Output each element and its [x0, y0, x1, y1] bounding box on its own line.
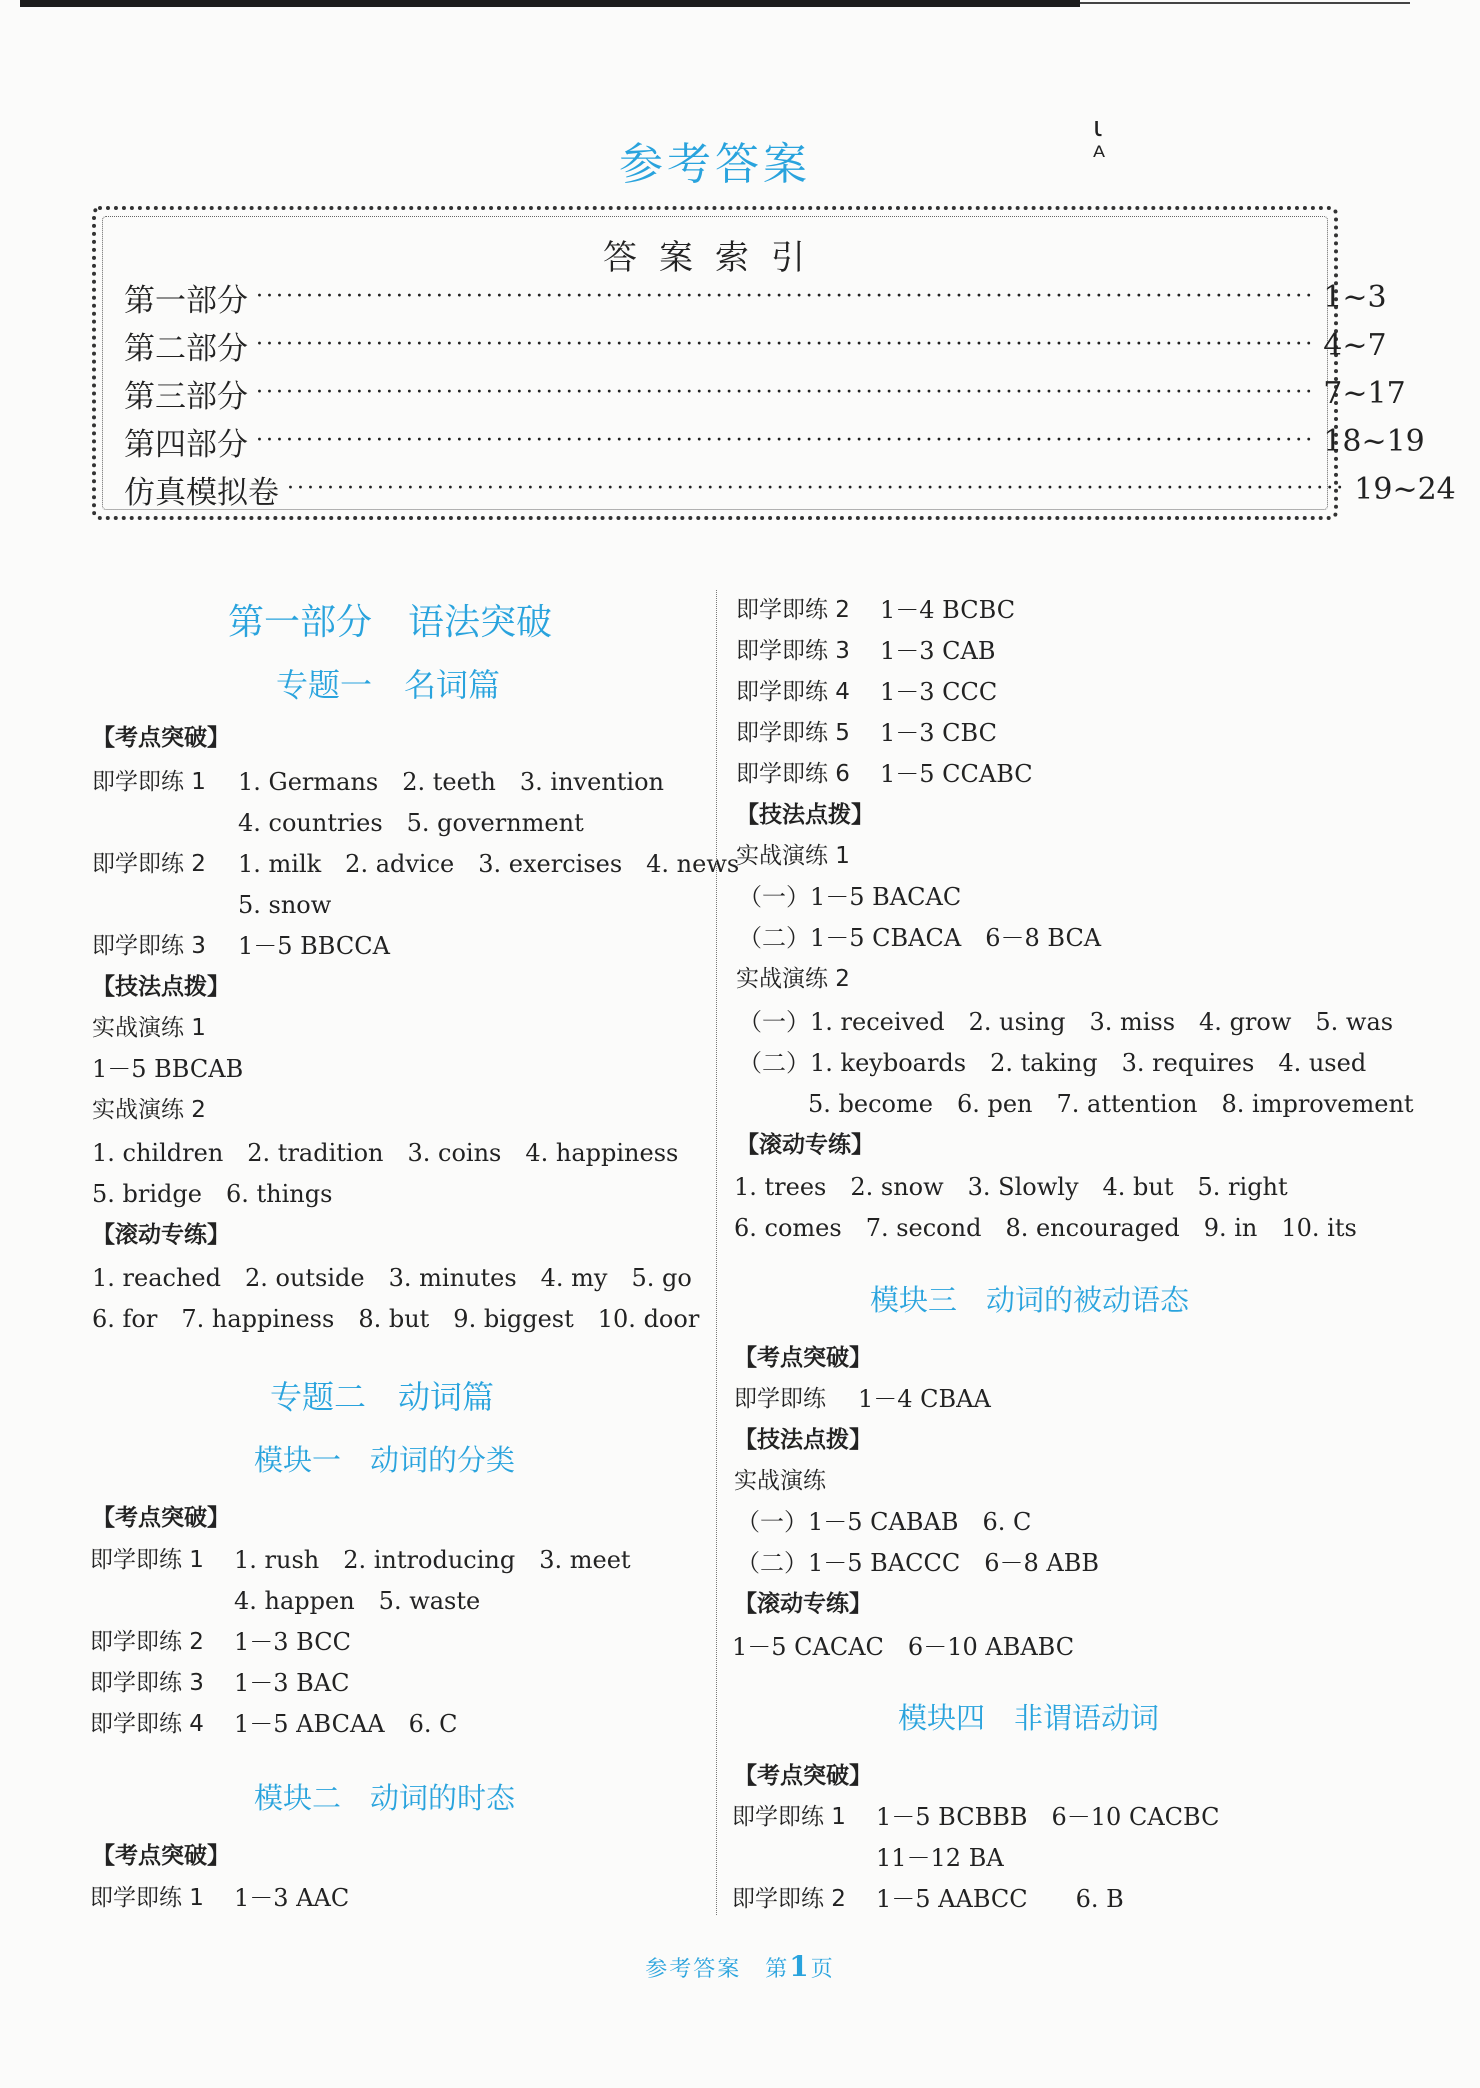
index-row-label: 第三部分: [124, 378, 248, 415]
heading-kaodian: 【考点突破】: [92, 725, 230, 751]
heading-jifa: 【技法点拨】: [736, 802, 874, 828]
heading-gundong: 【滚动专练】: [734, 1591, 872, 1617]
index-row-label: 第一部分: [124, 282, 248, 319]
exercise-label: 即学即练 2: [732, 1886, 846, 1912]
exercise-label: 即学即练 3: [90, 1670, 204, 1696]
answer-index-box: [92, 206, 1456, 520]
exercise-label: 实战演练 2: [736, 966, 850, 992]
exercise-label: 即学即练 5: [736, 720, 850, 746]
topic-one-title: 专题一 名词篇: [276, 666, 501, 704]
answer-line: 1. milk 2. advice 3. exercises 4. news: [238, 850, 740, 878]
heading-kaodian: 【考点突破】: [734, 1763, 872, 1789]
top-rule: [20, 0, 1080, 7]
answer-line: 5. become 6. pen 7. attention 8. improvement: [808, 1090, 1414, 1118]
answer-line: 6. comes 7. second 8. encouraged 9. in 10. its: [734, 1214, 1357, 1242]
answer-line: 1. reached 2. outside 3. minutes 4. my 5. go: [92, 1264, 692, 1292]
footer-page-number: 1: [789, 1950, 811, 1983]
exercise-label: 即学即练 4: [736, 679, 850, 705]
index-row-label: 仿真模拟卷: [124, 474, 279, 511]
module-one-title: 模块一 动词的分类: [254, 1443, 516, 1477]
exercise-label: 即学即练 2: [736, 597, 850, 623]
exercise-label: 即学即练 3: [92, 933, 206, 959]
answer-line: （一）1－5 CABAB 6. C: [736, 1508, 1032, 1536]
answer-line: 1－3 BAC: [234, 1669, 350, 1697]
crop-mark: ι ᴬ: [1093, 110, 1106, 173]
module-three-title: 模块三 动词的被动语态: [870, 1283, 1190, 1317]
topic-two-title: 专题二 动词篇: [270, 1378, 495, 1416]
index-row: 第二部分 ·········································································································· 4~7: [124, 322, 1304, 368]
index-row: 第三部分 ·········································································································· 7~17: [124, 370, 1304, 416]
exercise-label: 即学即练 3: [736, 638, 850, 664]
answer-line: （一）1－5 BACAC: [738, 883, 962, 911]
index-row: 第一部分 ·········································································································· 1~3: [124, 274, 1304, 320]
exercise-label: 即学即练 2: [90, 1629, 204, 1655]
top-rule-thin: [1080, 2, 1410, 4]
index-row-pages: 7~17: [1323, 375, 1406, 411]
part-one-title: 第一部分 语法突破: [228, 602, 553, 643]
footer-suffix: 页: [810, 1957, 835, 1982]
exercise-label: 即学即练 1: [732, 1804, 846, 1830]
answer-line: 11－12 BA: [876, 1844, 1004, 1872]
answer-line: 1. Germans 2. teeth 3. invention: [238, 768, 664, 796]
exercise-label: 即学即练 1: [90, 1547, 204, 1573]
index-row: 仿真模拟卷 ·········································································································· 19~24: [124, 466, 1304, 512]
module-two-title: 模块二 动词的时态: [254, 1781, 516, 1815]
answer-line: （二）1. keyboards 2. taking 3. requires 4. used: [738, 1049, 1367, 1077]
answer-line: 1－4 CBAA: [858, 1385, 991, 1413]
answer-line: 1－4 BCBC: [880, 596, 1016, 624]
heading-jifa: 【技法点拨】: [734, 1427, 872, 1453]
index-row: 第四部分 ·········································································································· 18~19: [124, 418, 1304, 464]
answer-line: 1. rush 2. introducing 3. meet: [234, 1546, 631, 1574]
answer-line: 1－5 BBCCA: [238, 932, 390, 960]
index-row-pages: 18~19: [1323, 423, 1425, 459]
answer-line: （一）1. received 2. using 3. miss 4. grow 5. was: [738, 1008, 1394, 1036]
exercise-label: 即学即练 6: [736, 761, 850, 787]
answer-line: 1－5 BCBBB 6－10 CACBC: [876, 1803, 1220, 1831]
page-footer: [0, 1950, 1480, 1983]
answer-line: 5. bridge 6. things: [92, 1180, 333, 1208]
answer-line: 1. trees 2. snow 3. Slowly 4. but 5. right: [734, 1173, 1288, 1201]
exercise-label: 实战演练 1: [92, 1015, 206, 1041]
index-row-pages: 1~3: [1323, 279, 1387, 315]
answer-line: 6. for 7. happiness 8. but 9. biggest 10. door: [92, 1305, 700, 1333]
answer-line: 1－5 ABCAA 6. C: [234, 1710, 458, 1738]
answer-line: 1－3 AAC: [234, 1884, 350, 1912]
exercise-label: 即学即练 1: [90, 1885, 204, 1911]
exercise-label: 即学即练 2: [92, 851, 206, 877]
exercise-label: 即学即练: [734, 1386, 826, 1412]
answer-line: （二）1－5 CBACA 6－8 BCA: [738, 924, 1102, 952]
answer-line: 1－5 BBCAB: [92, 1055, 244, 1083]
answer-line: 1－5 CACAC 6－10 ABABC: [732, 1633, 1075, 1661]
exercise-label: 实战演练: [734, 1468, 826, 1494]
index-row-pages: 19~24: [1354, 471, 1456, 507]
answer-line: 1－3 CBC: [880, 719, 997, 747]
heading-gundong: 【滚动专练】: [92, 1222, 230, 1248]
exercise-label: 即学即练 1: [92, 769, 206, 795]
answer-line: 1－5 AABCC 6. B: [876, 1885, 1124, 1913]
page-title: 参考答案: [619, 139, 811, 190]
footer-prefix: 参考答案 第: [645, 1957, 790, 1982]
column-divider: [716, 590, 717, 1915]
index-row-pages: 4~7: [1323, 327, 1387, 363]
answer-line: 4. happen 5. waste: [234, 1587, 481, 1615]
answer-line: 1－3 CAB: [880, 637, 996, 665]
answer-line: 5. snow: [238, 891, 332, 919]
module-four-title: 模块四 非谓语动词: [898, 1701, 1160, 1735]
answer-line: 1－3 CCC: [880, 678, 998, 706]
answer-line: 1－5 CCABC: [880, 760, 1033, 788]
heading-jifa: 【技法点拨】: [92, 974, 230, 1000]
answer-line: 4. countries 5. government: [238, 809, 584, 837]
answer-line: （二）1－5 BACCC 6－8 ABB: [736, 1549, 1099, 1577]
heading-kaodian: 【考点突破】: [92, 1505, 230, 1531]
index-row-label: 第二部分: [124, 330, 248, 367]
index-row-label: 第四部分: [124, 426, 248, 463]
index-title: 答案索引: [603, 238, 827, 278]
answer-line: 1－3 BCC: [234, 1628, 351, 1656]
answer-line: 1. children 2. tradition 3. coins 4. happiness: [92, 1139, 679, 1167]
exercise-label: 实战演练 2: [92, 1097, 206, 1123]
exercise-label: 即学即练 4: [90, 1711, 204, 1737]
heading-kaodian: 【考点突破】: [734, 1345, 872, 1371]
heading-kaodian: 【考点突破】: [92, 1843, 230, 1869]
heading-gundong: 【滚动专练】: [736, 1132, 874, 1158]
exercise-label: 实战演练 1: [736, 843, 850, 869]
